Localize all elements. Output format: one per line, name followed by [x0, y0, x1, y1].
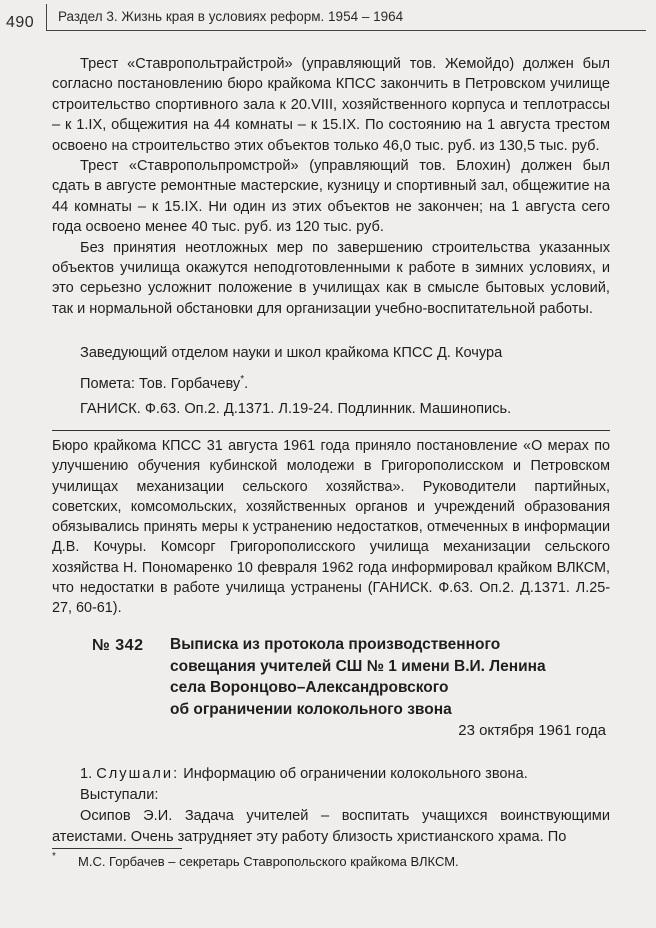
heard-label: Слушали: [96, 766, 180, 782]
document-title-line: об ограничении колокольного звона [170, 700, 452, 718]
letter-paragraph: Трест «Ставропольтрайстрой» (управляющий тов. Жемойдо) должен был согласно постановлению бюро крайкома КПСС закончить в Петровском училище строительство спортивного зала к 20.VIII, хозяйственного корпуса и теплотрассы – к 1.IX, общежития на 44 комнаты – к 15.IX. По состоянию на 1 августа трестом освоено на строительство этих объектов только 46,0 тыс. руб. из 130,5 тыс. руб. [52, 56, 610, 154]
notation-line [80, 374, 248, 392]
letter-paragraph: Без принятия неотложных мер по завершению строительства указанных объектов училища окажутся неподготовленными к работе в зимних условиях, и это серьезно усложнит положение в училищах как в смысле бытовых условий, так и нормальной обстановки для организации учебно-воспитательной работы. [52, 239, 610, 317]
heard-text: Информацию об ограничении колокольного звона. [183, 766, 528, 782]
letter-body [52, 54, 610, 319]
item-number: 1. [80, 766, 93, 782]
header-vertical-rule [46, 4, 47, 31]
section-separator [52, 430, 610, 431]
footnote-text: М.С. Горбачев – секретарь Ставропольского крайкома ВЛКСМ. [78, 854, 459, 869]
footnote-mark: * [52, 851, 56, 862]
heard-line [52, 764, 610, 785]
spoke-label: Выступали: [80, 787, 159, 803]
footnote-rule [52, 848, 182, 849]
letter-paragraph: Трест «Ставропольпромстрой» (управляющий тов. Блохин) должен был сдать в августе ремонтные мастерские, кузницу и спортивный зал, общежитие на 44 комнаты – к 15.IX. Ни один из этих объектов не закончен; на 1 августа сего года освоено менее 40 тыс. руб. из 120 тыс. руб. [52, 158, 610, 236]
archive-reference: ГАНИСК. Ф.63. Оп.2. Д.1371. Л.19-24. Подлинник. Машинопись. [80, 401, 512, 417]
document-number: № 342 [92, 637, 144, 654]
header-rule [46, 30, 646, 31]
page-number: 490 [6, 14, 35, 31]
document-title-line: совещания учителей СШ № 1 имени В.И. Ленина [170, 657, 546, 675]
notation-footnote-mark: * [240, 374, 245, 385]
document-title [170, 634, 600, 720]
notation-end: . [244, 375, 249, 392]
notation-text: Помета: Тов. Горбачеву [80, 375, 241, 392]
editorial-commentary: Бюро крайкома КПСС 31 августа 1961 года приняло постановление «О мерах по улучшению обучения кубинской молодежи в Григорополисском и Петровском училищах механизации сельского хозяйства». Руководители партийных, советских, комсомольских, хозяйственных органов и учреждений образования обязывались принять меры к устранению недостатков, отмеченных в информации Д.В. Кочуры. Комсорг Григорополисского училища механизации сельского хозяйства Н. Пономаренко 10 февраля 1962 года информировал крайком ВЛКСМ, что недостатки в работе училища устранены (ГАНИСК. Ф.63. Оп.2. Д.1371. Л.25-27, 60-61). [52, 438, 610, 617]
document-title-line: Выписка из протокола производственного [170, 636, 501, 653]
speech-text: Осипов Э.И. Задача учителей – воспитать учащихся воинствующими атеистами. Очень затрудняет эту работу близость христианского храма. По [52, 808, 610, 845]
signature-line: Заведующий отделом науки и школ крайкома КПСС Д. Кочура [80, 345, 503, 361]
document-date: 23 октября 1961 года [458, 722, 606, 739]
running-head: Раздел 3. Жизнь края в условиях реформ. 1954 – 1964 [58, 9, 404, 24]
document-title-line: села Воронцово–Александровского [170, 679, 449, 696]
protocol-body [52, 764, 610, 848]
